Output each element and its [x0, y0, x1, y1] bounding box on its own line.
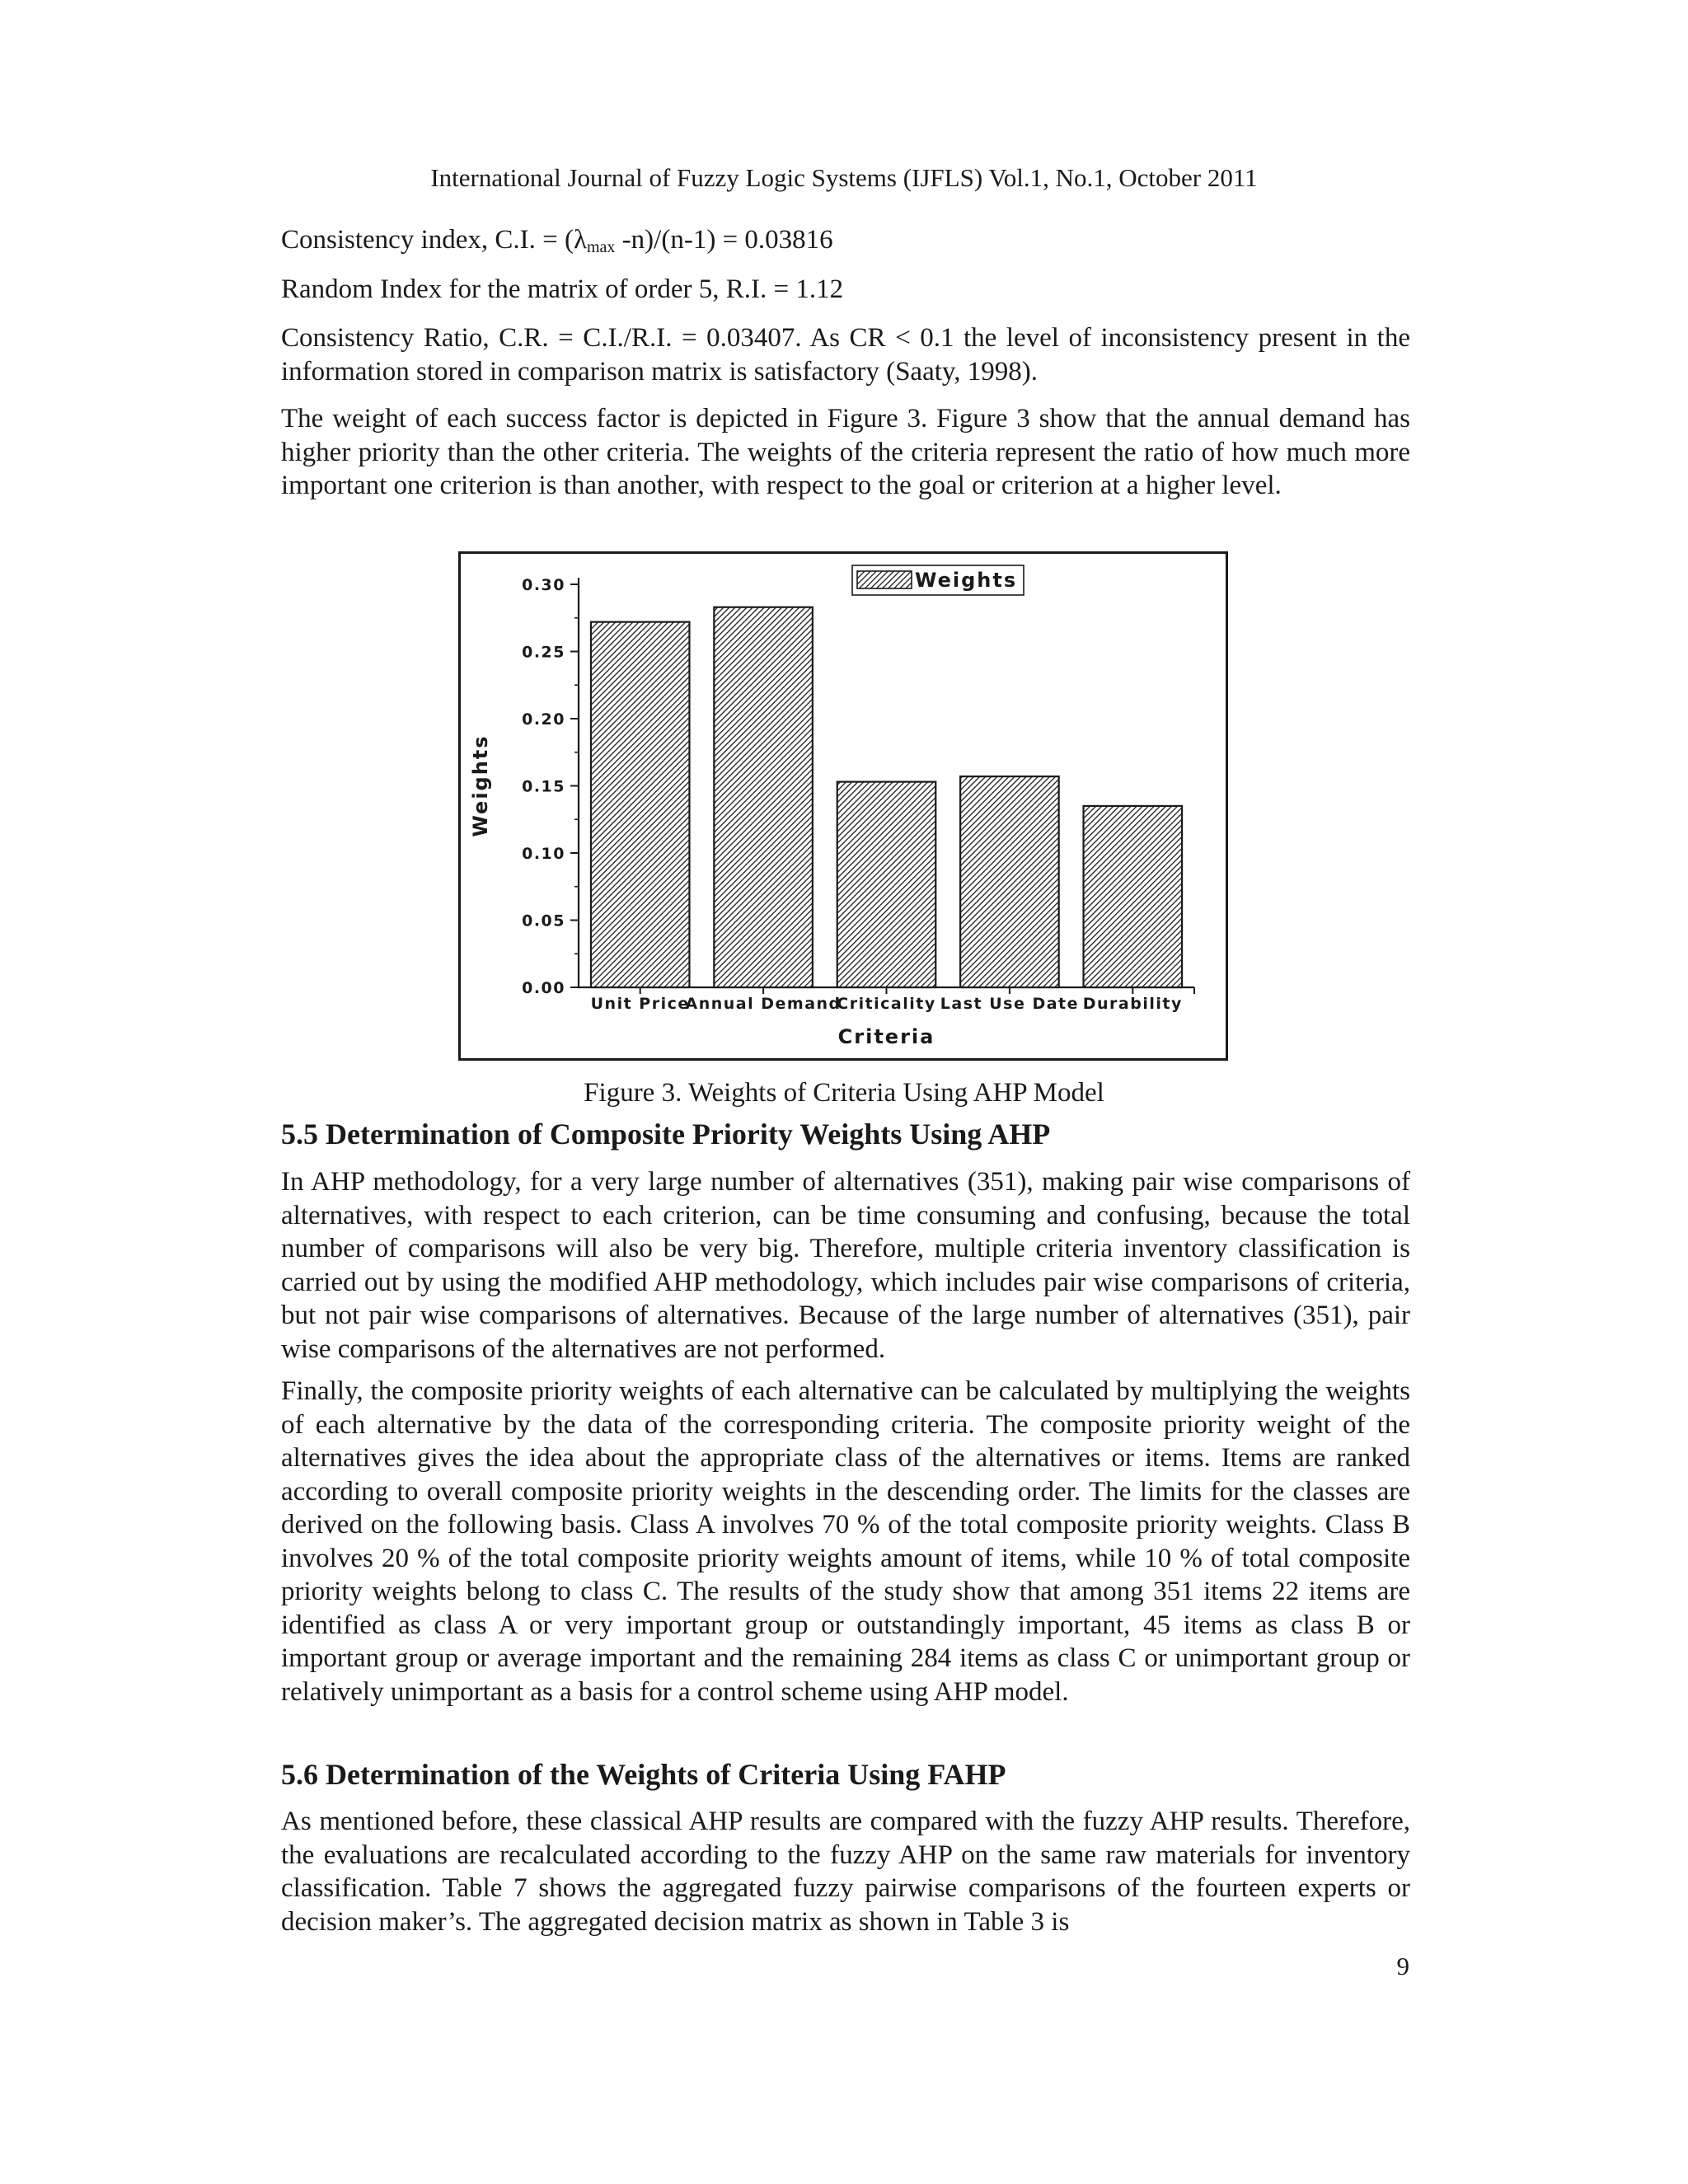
section-5-5-paragraph-2 — [281, 1375, 1410, 1708]
consistency-ratio-paragraph — [281, 321, 1410, 388]
para-55b-text: Finally, the composite priority weights of each alternative can be calculated by multiplying the weights of each alternative by the data of the corresponding criteria. The composite priority weight of the alternatives gives the idea about the appropriate class of the alternatives or items. Items are ranked according to overall composite priority weights in the descending order. The limits for the classes are derived on the following basis. Class A involves 70 % of the total composite priority weights. Class B involves 20 % of the total composite priority weights amount of items, while 10 % of total composite priority weights belong to class C. The results of the study show that among 351 items 22 items are identified as class A or very important group or outstandingly important, 45 items as class B or important group or average important and the remaining 284 items as class C or unimportant group or relatively unimportant as a basis for a control scheme using AHP model. — [281, 1376, 1410, 1707]
x-tick-label: Annual Demand — [685, 995, 842, 1013]
bar-durability — [1084, 806, 1183, 987]
legend-swatch — [857, 571, 912, 588]
legend-label: Weights — [915, 569, 1018, 592]
running-header: International Journal of Fuzzy Logic Systems (IJFLS) Vol.1, No.1, October 2011 — [430, 163, 1258, 192]
y-axis-title: Weights — [469, 734, 492, 837]
x-tick-label: Durability — [1082, 995, 1183, 1013]
cr-text: Consistency Ratio, C.R. = C.I./R.I. = 0.03407. As CR < 0.1 the level of inconsistency present in the information stored in comparison matrix is satisfactory (Saaty, 1998). — [281, 323, 1410, 387]
figure-3-chart — [458, 551, 1228, 1061]
section-heading-5-6: 5.6 Determination of the Weights of Criteria Using FAHP — [281, 1758, 1006, 1791]
ci-subscript: max — [587, 238, 616, 256]
para-55a-text: In AHP methodology, for a very large number of alternatives (351), making pair wise comparisons of alternatives, with respect to each criterion, can be time consuming and confusing, because the total number of comparisons will also be very big. Therefore, multiple criteria inventory classification is carried out by using the modified AHP methodology, which includes pair wise comparisons of criteria, but not pair wise comparisons of alternatives. Because of the large number of alternatives (351), pair wise comparisons of the alternatives are not performed. — [281, 1167, 1410, 1364]
bar-unit-price — [591, 622, 690, 987]
y-tick-label: 0.05 — [522, 912, 565, 930]
figure-caption: Figure 3. Weights of Criteria Using AHP Model — [584, 1078, 1104, 1108]
x-tick-label: Last Use Date — [940, 995, 1080, 1013]
bar-chart-svg — [458, 551, 1228, 1061]
y-tick-label: 0.25 — [522, 643, 565, 662]
consistency-index-line — [281, 223, 1410, 256]
para-56-text: As mentioned before, these classical AHP results are compared with the fuzzy AHP results. Therefore, the evaluations are recalculated according to the fuzzy AHP on the same raw materials for inventory classification. Table 7 shows the aggregated fuzzy pairwise comparisons of the fourteen experts or decision maker’s. The aggregated decision matrix as shown in Table 3 is — [281, 1807, 1410, 1937]
section-5-6-paragraph — [281, 1805, 1410, 1938]
bar-annual-demand — [714, 607, 813, 987]
y-tick-label: 0.10 — [522, 845, 565, 863]
page-number: 9 — [1396, 1952, 1409, 1980]
bar-criticality — [837, 782, 936, 987]
ci-value: -n)/(n-1) = 0.03816 — [615, 225, 833, 255]
section-5-5-paragraph-1 — [281, 1165, 1410, 1366]
ci-label: Consistency index, C.I. = (λ — [281, 225, 587, 255]
y-tick-label: 0.00 — [522, 979, 565, 997]
y-tick-label: 0.15 — [522, 777, 565, 796]
random-index-line: Random Index for the matrix of order 5, R.I. = 1.12 — [281, 274, 844, 304]
y-tick-label: 0.20 — [522, 710, 565, 729]
x-axis-title: Criteria — [837, 1025, 935, 1048]
weights-text: The weight of each success factor is depicted in Figure 3. Figure 3 show that the annual demand has higher priority than the other criteria. The weights of the criteria represent the ratio of how much more important one criterion is than another, with respect to the goal or criterion at a higher level. — [281, 404, 1410, 500]
bar-last-use-date — [960, 776, 1059, 987]
y-tick-label: 0.30 — [522, 576, 565, 594]
weights-paragraph — [281, 402, 1410, 503]
x-tick-label: Unit Price — [590, 995, 690, 1013]
section-heading-5-5: 5.5 Determination of Composite Priority Weights Using AHP — [281, 1118, 1051, 1151]
x-tick-label: Criticality — [837, 995, 936, 1013]
